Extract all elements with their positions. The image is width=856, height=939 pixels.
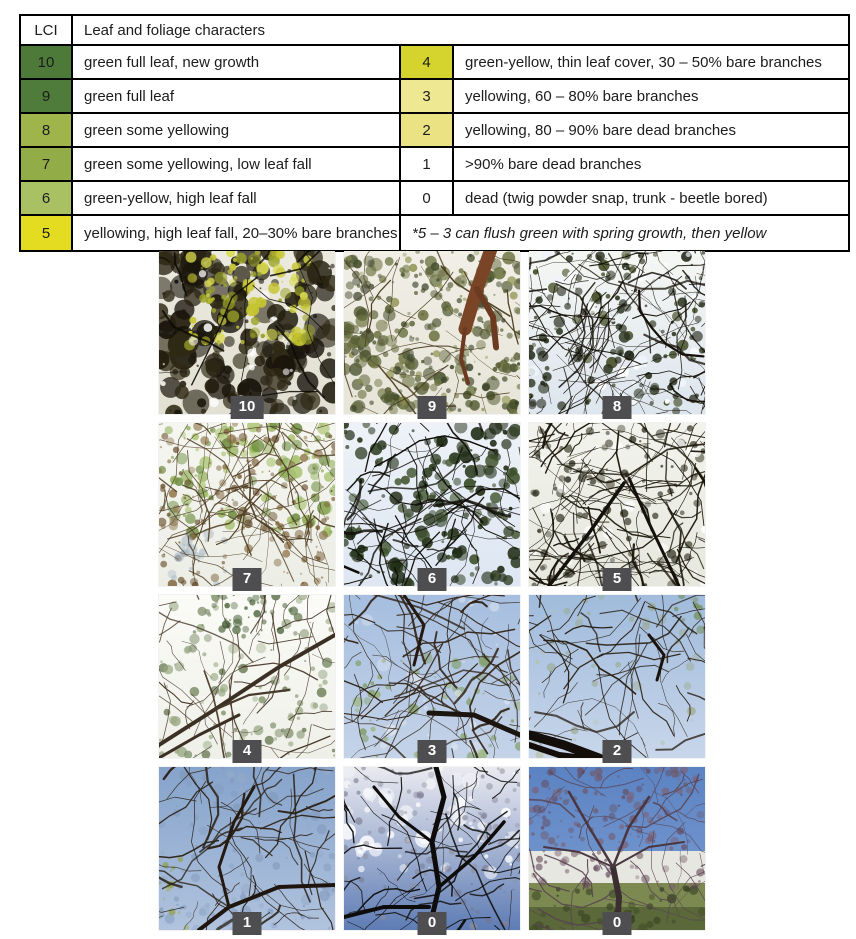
photo-score-badge: 2 bbox=[603, 740, 632, 763]
tree-canopy-image bbox=[529, 251, 705, 414]
lci-photo-1 bbox=[159, 767, 335, 930]
lci-score-cell: 6 bbox=[20, 181, 72, 215]
table-header-row bbox=[20, 15, 849, 45]
lci-photo-2 bbox=[529, 595, 705, 758]
lci-desc-cell: dead (twig powder snap, trunk - beetle bored) bbox=[453, 181, 849, 215]
tree-canopy-image bbox=[344, 251, 520, 414]
lci-photo-0-dead bbox=[529, 767, 705, 930]
table-row bbox=[20, 147, 849, 181]
lci-photo-grid bbox=[159, 251, 705, 930]
lci-desc-cell: green-yellow, thin leaf cover, 30 – 50% bare branches bbox=[453, 45, 849, 79]
header-lci-label: LCI bbox=[20, 15, 72, 45]
lci-desc-cell: green full leaf, new growth bbox=[72, 45, 400, 79]
photo-score-badge: 0 bbox=[418, 912, 447, 935]
lci-desc-cell: green-yellow, high leaf fall bbox=[72, 181, 400, 215]
table-row bbox=[20, 79, 849, 113]
lci-desc-cell: >90% bare dead branches bbox=[453, 147, 849, 181]
lci-desc-cell: yellowing, high leaf fall, 20–30% bare branches bbox=[72, 215, 400, 251]
photo-score-badge: 7 bbox=[233, 568, 262, 591]
lci-photo-8 bbox=[529, 251, 705, 414]
lci-score-cell: 2 bbox=[400, 113, 453, 147]
lci-desc-cell: green full leaf bbox=[72, 79, 400, 113]
table-row bbox=[20, 181, 849, 215]
lci-desc-cell: yellowing, 80 – 90% bare dead branches bbox=[453, 113, 849, 147]
tree-canopy-image bbox=[159, 595, 335, 758]
tree-canopy-image bbox=[159, 251, 335, 414]
footnote-cell: *5 – 3 can flush green with spring growth, then yellow bbox=[400, 215, 849, 251]
table-footer-row bbox=[20, 215, 849, 251]
photo-score-badge: 1 bbox=[233, 912, 262, 935]
lci-table bbox=[19, 14, 850, 252]
photo-score-badge: 0 bbox=[603, 912, 632, 935]
header-title: Leaf and foliage characters bbox=[72, 15, 849, 45]
lci-score-cell: 1 bbox=[400, 147, 453, 181]
lci-score-cell: 7 bbox=[20, 147, 72, 181]
photo-score-badge: 4 bbox=[233, 740, 262, 763]
lci-photo-0 bbox=[344, 767, 520, 930]
lci-photo-6 bbox=[344, 423, 520, 586]
lci-desc-cell: yellowing, 60 – 80% bare branches bbox=[453, 79, 849, 113]
photo-score-badge: 5 bbox=[603, 568, 632, 591]
tree-canopy-image bbox=[159, 423, 335, 586]
photo-score-badge: 6 bbox=[418, 568, 447, 591]
photo-score-badge: 9 bbox=[418, 396, 447, 419]
lci-photo-3 bbox=[344, 595, 520, 758]
photo-score-badge: 3 bbox=[418, 740, 447, 763]
tree-canopy-image bbox=[344, 595, 520, 758]
lci-score-cell: 8 bbox=[20, 113, 72, 147]
lci-desc-cell: green some yellowing bbox=[72, 113, 400, 147]
lci-score-cell: 10 bbox=[20, 45, 72, 79]
table-row bbox=[20, 113, 849, 147]
lci-score-cell: 0 bbox=[400, 181, 453, 215]
tree-canopy-image bbox=[529, 767, 705, 930]
lci-score-cell: 3 bbox=[400, 79, 453, 113]
tree-canopy-image bbox=[159, 767, 335, 930]
lci-photo-7 bbox=[159, 423, 335, 586]
tree-canopy-image bbox=[344, 767, 520, 930]
tree-canopy-image bbox=[344, 423, 520, 586]
lci-photo-9 bbox=[344, 251, 520, 414]
lci-photo-5 bbox=[529, 423, 705, 586]
tree-canopy-image bbox=[529, 595, 705, 758]
tree-canopy-image bbox=[529, 423, 705, 586]
lci-photo-10 bbox=[159, 251, 335, 414]
photo-score-badge: 8 bbox=[603, 396, 632, 419]
table-row bbox=[20, 45, 849, 79]
lci-desc-cell: green some yellowing, low leaf fall bbox=[72, 147, 400, 181]
lci-score-cell: 4 bbox=[400, 45, 453, 79]
lci-photo-4 bbox=[159, 595, 335, 758]
lci-score-cell: 5 bbox=[20, 215, 72, 251]
photo-score-badge: 10 bbox=[231, 396, 264, 419]
lci-score-cell: 9 bbox=[20, 79, 72, 113]
